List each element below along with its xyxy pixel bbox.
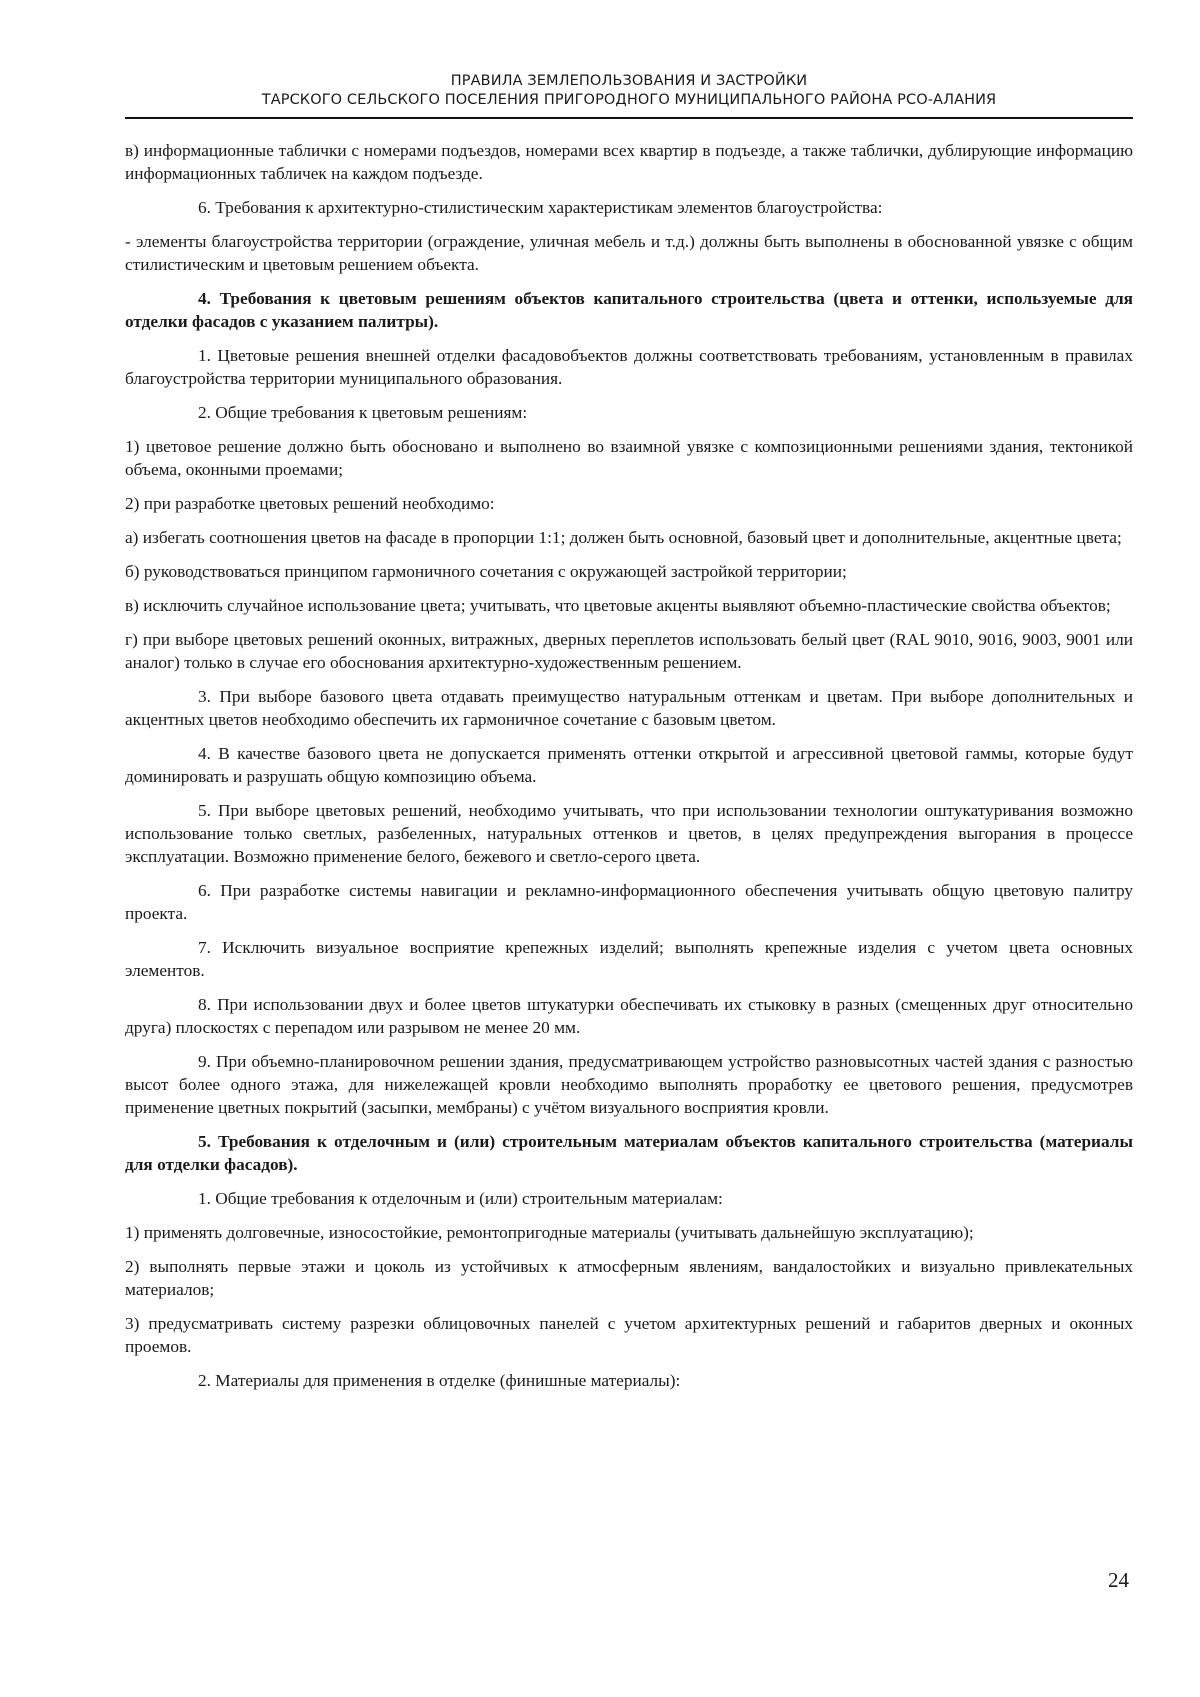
paragraph: 7. Исключить визуальное восприятие крепежных изделий; выполнять крепежные изделия с учетом цвета основных элементов. [125, 938, 1133, 980]
paragraph: 4. В качестве базового цвета не допускается применять оттенки открытой и агрессивной цветовой гаммы, которые будут доминировать и разрушать общую композицию объема. [125, 744, 1133, 786]
paragraph: 2. Общие требования к цветовым решениям: [198, 403, 528, 422]
header-divider [125, 117, 1133, 119]
paragraph: 2. Материалы для применения в отделке (финишные материалы): [198, 1371, 681, 1390]
paragraph: 9. При объемно-планировочном решении здания, предусматривающем устройство разновысотных частей здания с разностью высот более одного этажа, для нижележащей кровли необходимо выполнять проработку ее цветового решения, предусмотрев применение цветных покрытий (засыпки, мембраны) с учётом визуального восприятия кровли. [125, 1052, 1133, 1117]
header-title-line-2: ТАРСКОГО СЕЛЬСКОГО ПОСЕЛЕНИЯ ПРИГОРОДНОГО МУНИЦИПАЛЬНОГО РАЙОНА РСО-АЛАНИЯ [261, 92, 997, 108]
page-number: 24 [1108, 1568, 1129, 1592]
list-item: 1) цветовое решение должно быть обосновано и выполнено во взаимной увязке с композиционными решениями здания, тектоникой объема, оконными проемами; [125, 437, 1133, 479]
paragraph: 6. При разработке системы навигации и рекламно-информационного обеспечения учитывать общую цветовую палитру проекта. [125, 881, 1133, 923]
paragraph: в) информационные таблички с номерами подъездов, номерами всех квартир в подъезде, а также таблички, дублирующие информацию информационных табличек на каждом подъезде. [125, 141, 1133, 183]
list-item: б) руководствоваться принципом гармоничного сочетания с окружающей застройкой территории; [125, 562, 847, 581]
section-heading: 5. Требования к отделочным и (или) строительным материалам объектов капитального строительства (материалы для отделки фасадов). [125, 1132, 1133, 1174]
list-item: 2) выполнять первые этажи и цоколь из устойчивых к атмосферным явлениям, вандалостойких и визуально привлекательных материалов; [125, 1257, 1133, 1299]
list-item: г) при выборе цветовых решений оконных, витражных, дверных переплетов использовать белый цвет (RAL 9010, 9016, 9003, 9001 или аналог) только в случае его обоснования архитектурно-художественным решением. [125, 630, 1133, 672]
paragraph: - элементы благоустройства территории (ограждение, уличная мебель и т.д.) должны быть выполнены в обоснованной увязке с общим стилистическим и цветовым решением объекта. [125, 232, 1133, 274]
list-item: 2) при разработке цветовых решений необходимо: [125, 494, 495, 513]
section-heading: 4. Требования к цветовым решениям объектов капитального строительства (цвета и оттенки, используемые для отделки фасадов с указанием палитры). [125, 289, 1133, 331]
paragraph: 3. При выборе базового цвета отдавать преимущество натуральным оттенкам и цветам. При выборе дополнительных и акцентных цветов необходимо обеспечить их гармоничное сочетание с базовым цветом. [125, 687, 1133, 729]
document-body [125, 139, 1133, 1403]
list-item: 1) применять долговечные, износостойкие, ремонтопригодные материалы (учитывать дальнейшую эксплуатацию); [125, 1223, 974, 1242]
list-item: 3) предусматривать систему разрезки облицовочных панелей с учетом архитектурных решений и габаритов дверных и оконных проемов. [125, 1314, 1133, 1356]
list-item: а) избегать соотношения цветов на фасаде в пропорции 1:1; должен быть основной, базовый цвет и дополнительные, акцентные цвета; [125, 528, 1122, 547]
header-title-line-1: ПРАВИЛА ЗЕМЛЕПОЛЬЗОВАНИЯ И ЗАСТРОЙКИ [450, 73, 808, 89]
list-item: в) исключить случайное использование цвета; учитывать, что цветовые акценты выявляют объемно-пластические свойства объектов; [125, 596, 1111, 615]
paragraph: 5. При выборе цветовых решений, необходимо учитывать, что при использовании технологии оштукатуривания возможно использование только светлых, разбеленных, натуральных оттенков и цветов, в целях предупреждения выгорания в процессе эксплуатации. Возможно применение белого, бежевого и светло-серого цвета. [125, 801, 1133, 866]
paragraph: 1. Цветовые решения внешней отделки фасадовобъектов должны соответствовать требованиям, установленным в правилах благоустройства территории муниципального образования. [125, 346, 1133, 388]
paragraph: 6. Требования к архитектурно-стилистическим характеристикам элементов благоустройства: [198, 198, 883, 217]
page-header [125, 72, 1133, 110]
paragraph: 1. Общие требования к отделочным и (или) строительным материалам: [198, 1189, 723, 1208]
paragraph: 8. При использовании двух и более цветов штукатурки обеспечивать их стыковку в разных (смещенных друг относительно друга) плоскостях с перепадом или разрывом не менее 20 мм. [125, 995, 1133, 1037]
